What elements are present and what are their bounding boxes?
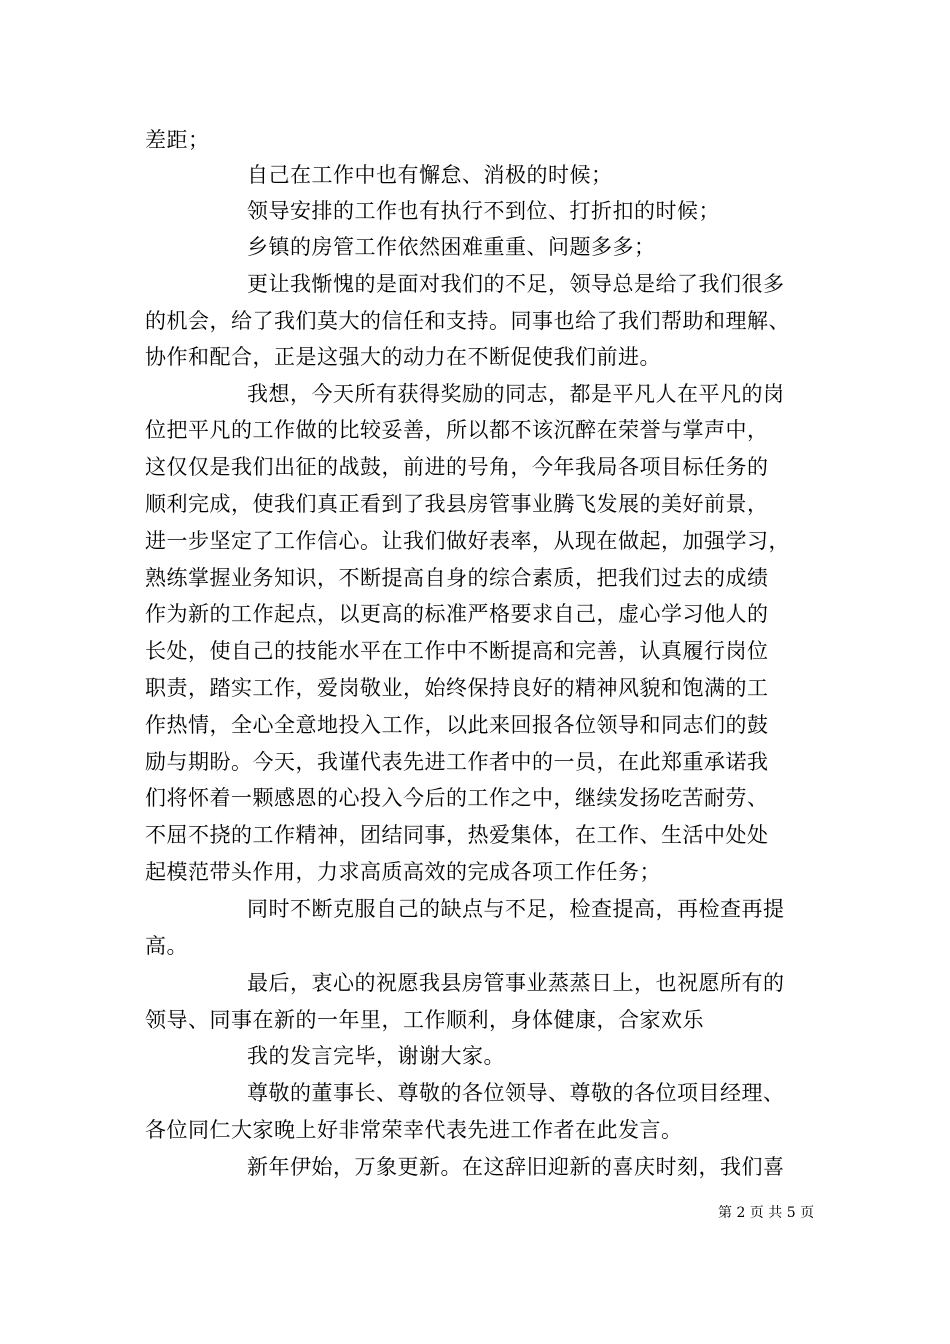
text-line: 高。 [145, 934, 188, 958]
text-line: 更让我惭愧的是面对我们的不足，领导总是给了我们很多 [247, 272, 785, 296]
text-line: 尊敬的董事长、尊敬的各位领导、尊敬的各位项目经理、 [247, 1081, 785, 1105]
text-line: 自己在工作中也有懈怠、消极的时候； [247, 163, 613, 187]
text-line: 长处，使自己的技能水平在工作中不断提高和完善，认真履行岗位 [145, 639, 769, 663]
text-line: 的机会，给了我们莫大的信任和支持。同事也给了我们帮助和理解、 [145, 309, 790, 333]
text-line: 起模范带头作用，力求高质高效的完成各项工作任务； [145, 860, 661, 884]
text-line: 们将怀着一颗感恩的心投入今后的工作之中，继续发扬吃苦耐劳、 [145, 786, 769, 810]
text-line: 同时不断克服自己的缺点与不足，检查提高，再检查再提 [247, 897, 785, 921]
text-line: 各位同仁大家晚上好非常荣幸代表先进工作者在此发言。 [145, 1118, 683, 1142]
text-line: 职责，踏实工作，爱岗敬业，始终保持良好的精神风貌和饱满的工 [145, 676, 769, 700]
text-line: 不屈不挠的工作精神，团结同事，热爱集体，在工作、生活中处处 [145, 823, 769, 847]
text-line: 协作和配合，正是这强大的动力在不断促使我们前进。 [145, 345, 661, 369]
text-line: 最后，衷心的祝愿我县房管事业蒸蒸日上，也祝愿所有的 [247, 971, 785, 995]
text-line: 乡镇的房管工作依然困难重重、问题多多； [247, 235, 656, 259]
text-line: 作为新的工作起点，以更高的标准严格要求自己，虚心学习他人的 [145, 602, 769, 626]
text-line: 励与期盼。今天，我谨代表先进工作者中的一员，在此郑重承诺我 [145, 750, 769, 774]
text-line: 我的发言完毕，谢谢大家。 [247, 1044, 505, 1068]
text-line: 领导安排的工作也有执行不到位、打折扣的时候； [247, 199, 720, 223]
text-line: 这仅仅是我们出征的战鼓，前进的号角，今年我局各项目标任务的 [145, 455, 769, 479]
text-line: 差距； [145, 128, 210, 152]
text-line: 作热情，全心全意地投入工作，以此来回报各位领导和同志们的鼓 [145, 713, 769, 737]
text-line: 位把平凡的工作做的比较妥善，所以都不该沉醉在荣誉与掌声中， [145, 418, 769, 442]
text-line: 新年伊始，万象更新。在这辞旧迎新的喜庆时刻，我们喜 [247, 1155, 785, 1179]
text-line: 我想，今天所有获得奖励的同志，都是平凡人在平凡的岗 [247, 382, 785, 406]
text-line: 熟练掌握业务知识，不断提高自身的综合素质，把我们过去的成绩 [145, 566, 769, 590]
page-number-footer: 第 2 页 共 5 页 [718, 1205, 815, 1221]
text-line: 顺利完成，使我们真正看到了我县房管事业腾飞发展的美好前景， [145, 492, 769, 516]
text-line: 领导、同事在新的一年里，工作顺利，身体健康，合家欢乐 [145, 1008, 704, 1032]
text-line: 进一步坚定了工作信心。让我们做好表率，从现在做起，加强学习， [145, 529, 790, 553]
